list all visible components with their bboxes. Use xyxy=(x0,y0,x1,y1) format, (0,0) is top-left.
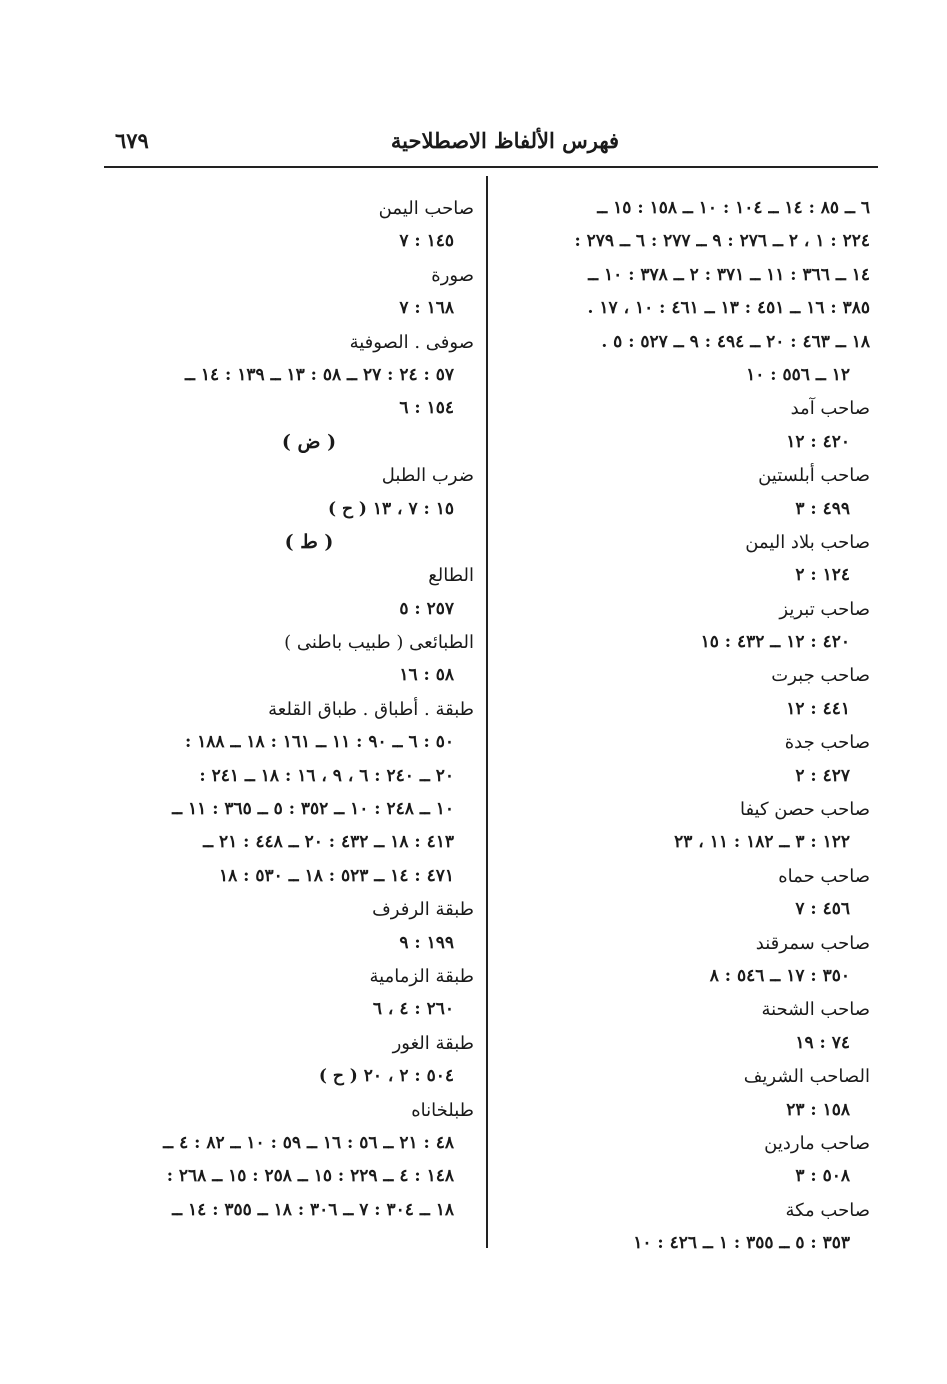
index-page-reference: ١٨ ــ ٤٦٣ : ٢٠ ــ ٤٩٤ : ٩ ــ ٥٢٧ : ٥ . xyxy=(601,331,870,352)
header-rule xyxy=(104,166,878,168)
index-page-reference: ٥٧ : ٢٤ : ٢٧ ــ ٥٨ : ١٣ ــ ١٣٩ : ١٤ ــ xyxy=(184,364,454,385)
index-page-reference: ١٢ ــ ٥٥٦ : ١٠ xyxy=(746,364,850,385)
index-page-reference: ٤٢٧ : ٢ xyxy=(795,765,850,786)
index-page-reference: ٣٥٣ : ٥ ــ ٣٥٥ : ١ ــ ٤٢٦ : ١٠ xyxy=(633,1233,850,1254)
index-entry-heading: صوفى . الصوفية xyxy=(349,331,474,353)
index-page-reference: ١٤٨ : ٤ ــ ٢٢٩ : ١٥ ــ ٢٥٨ : ١٥ ــ ٢٦٨ : xyxy=(166,1166,454,1187)
page-number: ٦٧٩ xyxy=(115,128,149,153)
index-page-reference: ٤١٣ : ١٨ ــ ٤٣٢ : ٢٠ ــ ٤٤٨ : ٢١ ــ xyxy=(203,832,454,853)
index-entry-heading: صاحب سمرقند xyxy=(755,932,870,954)
index-entry-heading: الطبائعى ( طبيب باطنى ) xyxy=(284,632,474,654)
index-entry-heading: صاحب حصن كيفا xyxy=(739,799,870,821)
index-page-reference: ١٢٢ : ٣ ــ ١٨٢ : ١١ ، ٢٣ xyxy=(674,832,850,853)
index-page-reference: ١٥٨ : ٢٣ xyxy=(786,1099,850,1120)
index-page-reference: ٥٨ : ١٦ xyxy=(399,665,454,686)
index-entry-heading: صاحب الشحنة xyxy=(761,999,870,1021)
index-page-reference: ٤٩٩ : ٣ xyxy=(795,498,850,519)
index-entry-heading: صورة xyxy=(431,264,474,286)
index-page-reference: ٤٢٠ : ١٢ ــ ٤٣٢ : ١٥ xyxy=(700,632,850,653)
index-page-reference: ٤٢٠ : ١٢ xyxy=(786,431,850,452)
index-page-reference: ١٥٤ : ٦ xyxy=(399,398,454,419)
index-entry-heading: صاحب مكة xyxy=(785,1199,870,1221)
index-page-reference: ١٤ ــ ٣٦٦ : ١١ ــ ٣٧١ : ٢ ــ ٣٧٨ : ١٠ ــ xyxy=(588,264,870,285)
index-entry-heading: صاحب جدة xyxy=(784,732,870,754)
section-letter: ( ط ) xyxy=(284,530,334,553)
index-page-reference: ١٤٥ : ٧ xyxy=(399,231,454,252)
index-page-reference: ١٨ ــ ٣٠٤ : ٧ ــ ٣٠٦ : ١٨ ــ ٣٥٥ : ١٤ ــ xyxy=(172,1199,454,1220)
index-entry-heading: طبقة الغور xyxy=(392,1032,474,1054)
index-page-reference: ٥٠٤ : ٢ ، ٢٠ ( ح ) xyxy=(318,1066,454,1087)
index-page-reference: ٣٨٥ : ١٦ ــ ٤٥١ : ١٣ ــ ٤٦١ : ١٠ ، ١٧ . xyxy=(587,298,870,319)
index-page-reference: ٢٥٧ : ٥ xyxy=(399,598,454,619)
index-entry-heading: صاحب حماه xyxy=(778,865,870,887)
index-entry-heading: الصاحب الشريف xyxy=(743,1066,870,1088)
section-letter: ( ض ) xyxy=(281,430,337,453)
index-page-reference: ١٢٤ : ٢ xyxy=(795,565,850,586)
index-entry-heading: طبلخاناه xyxy=(411,1099,474,1121)
index-page-reference: ٤٧١ : ١٤ ــ ٥٢٣ : ١٨ ــ ٥٣٠ : ١٨ xyxy=(218,865,454,886)
index-page-reference: ٣٥٠ : ١٧ ــ ٥٤٦ : ٨ xyxy=(709,965,850,986)
index-page-reference: ٢٢٤ : ١ ، ٢ ــ ٢٧٦ : ٩ ــ ٢٧٧ : ٦ ــ ٢٧٩ : xyxy=(574,231,870,252)
index-page-reference: ١٦٨ : ٧ xyxy=(399,298,454,319)
index-entry-heading: صاحب جبرت xyxy=(771,665,870,687)
index-entry-heading: صاحب ماردين xyxy=(764,1132,870,1154)
index-entry-heading: صاحب تبريز xyxy=(779,598,870,620)
index-entry-heading: طبقة الرفرف xyxy=(372,899,474,921)
left-column xyxy=(104,192,474,1227)
index-entry-heading: صاحب آمد xyxy=(790,398,870,420)
index-entry-heading: طبقة . أطباق . طباق القلعة xyxy=(268,698,474,720)
index-page-reference: ٤٥٦ : ٧ xyxy=(795,899,850,920)
index-page-reference: ٥٠ : ٦ ــ ٩٠ : ١١ ــ ١٦١ : ١٨ ــ ١٨٨ : xyxy=(184,732,454,753)
index-page-reference: ٧٤ : ١٩ xyxy=(795,1032,850,1053)
index-page-reference: ٤٨ : ٢١ ــ ٥٦ : ١٦ ــ ٥٩ : ١٠ ــ ٨٢ : ٤ ــ xyxy=(163,1132,454,1153)
index-page-reference: ١٩٩ : ٩ xyxy=(399,932,454,953)
index-page-reference: ١٥ : ٧ ، ١٣ ( ح ) xyxy=(328,498,454,519)
index-page-reference: ٢٠ ــ ٢٤٠ : ٦ ، ٩ ، ١٦ : ١٨ ــ ٢٤١ : xyxy=(199,765,454,786)
index-entry-heading: صاحب اليمن xyxy=(378,198,474,219)
index-entry-heading: صاحب بلاد اليمن xyxy=(745,531,870,553)
index-entry-heading: صاحب أبلستين xyxy=(758,465,870,487)
index-page-reference: ١٠ ــ ٢٤٨ : ١٠ ــ ٣٥٢ : ٥ ــ ٣٦٥ : ١١ ــ xyxy=(172,799,454,820)
column-divider xyxy=(486,176,488,1248)
right-column xyxy=(504,192,870,1261)
page-header-title: فهرس الألفاظ الاصطلاحية xyxy=(390,128,620,153)
index-page-reference: ٤٤١ : ١٢ xyxy=(786,698,850,719)
index-entry-heading: طبقة الزمامية xyxy=(369,965,474,987)
index-page-reference: ٢٦٠ : ٤ ، ٦ xyxy=(372,999,454,1020)
index-entry-heading: الطالع xyxy=(428,565,474,587)
index-page-reference: ٥٠٨ : ٣ xyxy=(795,1166,850,1187)
index-entry-heading: ضرب الطبل xyxy=(381,465,474,487)
index-page-reference: ٦ ــ ٨٥ : ١٤ ــ ١٠٤ : ١٠ ــ ١٥٨ : ١٥ ــ xyxy=(597,198,870,218)
